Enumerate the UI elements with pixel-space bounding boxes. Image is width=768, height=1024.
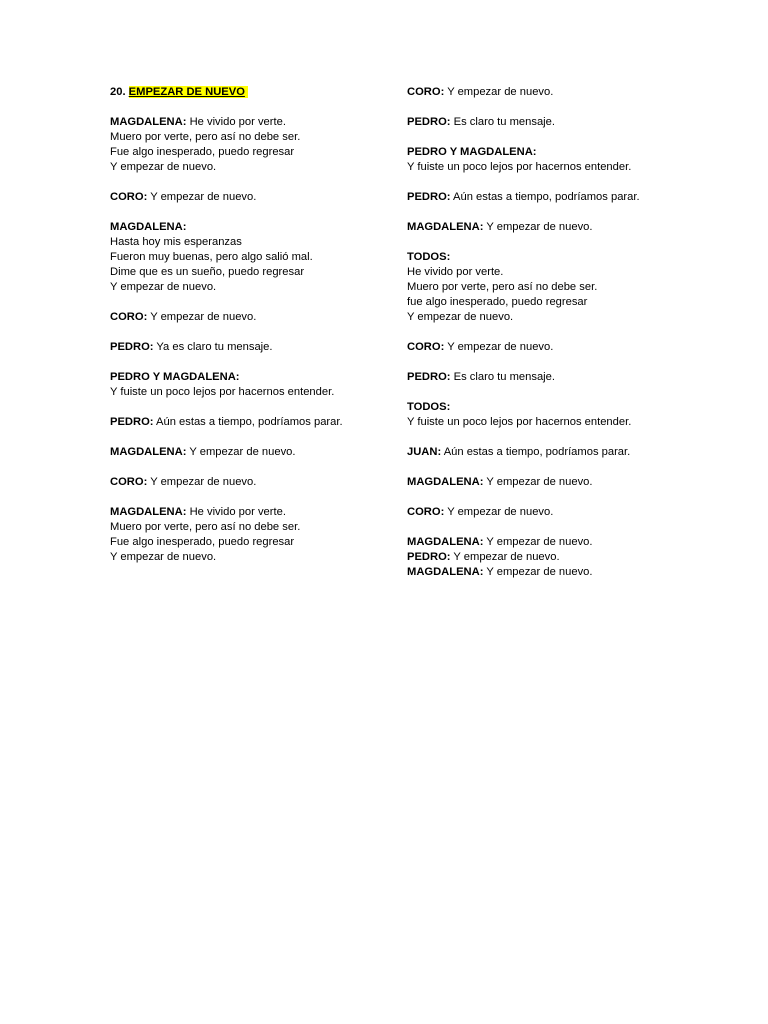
verse-block — [407, 190, 707, 205]
lyric-line — [110, 505, 410, 520]
lyric-text: Y empezar de nuevo. — [110, 161, 217, 173]
spacer — [407, 520, 707, 535]
lyric-text: Y empezar de nuevo. — [486, 476, 593, 488]
spacer — [110, 325, 410, 340]
left-verses — [110, 115, 410, 565]
verse-block — [407, 340, 707, 355]
lyric-line — [407, 190, 707, 205]
verse-block — [407, 535, 707, 550]
lyric-text: Aún estas a tiempo, podríamos parar. — [453, 191, 640, 203]
speaker-label: CORO: — [110, 311, 148, 323]
lyric-text: Y fuiste un poco lejos por hacernos entender. — [407, 416, 632, 428]
speaker-label: PEDRO: — [407, 116, 451, 128]
lyric-line — [407, 400, 707, 415]
lyric-line — [110, 190, 410, 205]
spacer — [110, 355, 410, 370]
lyric-line — [110, 520, 410, 535]
lyric-line — [110, 370, 410, 385]
verse-block — [407, 505, 707, 520]
speaker-label: MAGDALENA: — [407, 536, 484, 548]
verse-block — [407, 475, 707, 490]
lyric-text: Y empezar de nuevo. — [150, 191, 257, 203]
lyric-line — [110, 265, 410, 280]
lyric-text: Y empezar de nuevo. — [150, 476, 257, 488]
lyric-line — [407, 535, 707, 550]
spacer — [110, 175, 410, 190]
spacer — [110, 100, 410, 115]
speaker-label: MAGDALENA: — [407, 221, 484, 233]
lyric-text: Y empezar de nuevo. — [486, 221, 593, 233]
lyric-text: Es claro tu mensaje. — [453, 116, 555, 128]
lyrics-column-left — [110, 85, 410, 565]
lyric-text: Y fuiste un poco lejos por hacernos entender. — [110, 386, 335, 398]
right-verses — [407, 85, 707, 580]
lyric-line — [407, 475, 707, 490]
lyric-text: Y empezar de nuevo. — [447, 341, 554, 353]
lyric-line — [110, 160, 410, 175]
lyric-text: Y empezar de nuevo. — [150, 311, 257, 323]
song-title: EMPEZAR DE NUEVO — [129, 86, 248, 98]
speaker-label: CORO: — [407, 86, 445, 98]
lyric-text: Y empezar de nuevo. — [447, 506, 554, 518]
spacer — [407, 130, 707, 145]
speaker-label: CORO: — [407, 341, 445, 353]
spacer — [110, 295, 410, 310]
verse-block — [110, 115, 410, 175]
lyric-text: fue algo inesperado, puedo regresar — [407, 296, 588, 308]
lyric-text: Y empezar de nuevo. — [407, 311, 514, 323]
lyric-line — [407, 160, 707, 175]
verse-block — [407, 85, 707, 100]
speaker-label: TODOS: — [407, 401, 451, 413]
lyric-line — [110, 415, 410, 430]
verse-block — [407, 565, 707, 580]
speaker-label: PEDRO: — [110, 416, 154, 428]
speaker-label: MAGDALENA: — [110, 446, 187, 458]
spacer — [407, 490, 707, 505]
speaker-label: PEDRO: — [407, 371, 451, 383]
verse-block — [407, 445, 707, 460]
lyric-line — [407, 340, 707, 355]
speaker-label: PEDRO Y MAGDALENA: — [110, 371, 240, 383]
spacer — [407, 205, 707, 220]
spacer — [407, 235, 707, 250]
lyric-line — [110, 145, 410, 160]
spacer — [407, 430, 707, 445]
lyric-text: Fue algo inesperado, puedo regresar — [110, 146, 295, 158]
lyric-line — [407, 85, 707, 100]
lyric-text: He vivido por verte. — [189, 116, 286, 128]
lyric-line — [407, 565, 707, 580]
verse-block — [110, 415, 410, 430]
lyric-text: Aún estas a tiempo, podríamos parar. — [443, 446, 631, 458]
speaker-label: CORO: — [110, 476, 148, 488]
verse-block — [110, 475, 410, 490]
lyric-line — [407, 145, 707, 160]
song-title-row — [110, 85, 410, 100]
lyric-line — [110, 550, 410, 565]
lyric-line — [407, 250, 707, 265]
lyric-text: Y empezar de nuevo. — [453, 551, 560, 563]
lyric-line — [407, 505, 707, 520]
lyric-line — [110, 475, 410, 490]
speaker-label: MAGDALENA: — [110, 116, 187, 128]
verse-block — [110, 505, 410, 565]
lyric-text: Muero por verte, pero así no debe ser. — [110, 521, 301, 533]
verse-block — [407, 250, 707, 325]
verse-block — [110, 445, 410, 460]
lyric-text: Muero por verte, pero así no debe ser. — [407, 281, 598, 293]
lyrics-column-right — [407, 85, 707, 580]
lyric-text: Y empezar de nuevo. — [486, 536, 593, 548]
lyric-line — [110, 385, 410, 400]
speaker-label: PEDRO: — [407, 551, 451, 563]
lyric-line — [407, 370, 707, 385]
lyric-line — [110, 280, 410, 295]
lyric-line — [110, 445, 410, 460]
verse-block — [110, 220, 410, 295]
verse-block — [407, 220, 707, 235]
spacer — [407, 385, 707, 400]
lyric-text: Dime que es un sueño, puedo regresar — [110, 266, 305, 278]
lyric-text: Y empezar de nuevo. — [447, 86, 554, 98]
song-number: 20. — [110, 86, 126, 98]
lyric-text: Aún estas a tiempo, podríamos parar. — [156, 416, 343, 428]
verse-block — [110, 370, 410, 400]
lyric-line — [407, 310, 707, 325]
spacer — [407, 325, 707, 340]
lyric-line — [407, 265, 707, 280]
spacer — [407, 355, 707, 370]
speaker-label: PEDRO: — [110, 341, 154, 353]
lyric-text: He vivido por verte. — [189, 506, 286, 518]
lyric-line — [407, 445, 707, 460]
verse-block — [407, 115, 707, 130]
lyric-line — [407, 550, 707, 565]
verse-block — [407, 550, 707, 565]
lyric-line — [110, 235, 410, 250]
verse-block — [110, 310, 410, 325]
lyric-text: Hasta hoy mis esperanzas — [110, 236, 242, 248]
spacer — [110, 205, 410, 220]
lyric-text: He vivido por verte. — [407, 266, 504, 278]
lyric-text: Y empezar de nuevo. — [486, 566, 593, 578]
speaker-label: MAGDALENA: — [110, 221, 187, 233]
lyric-line — [110, 340, 410, 355]
speaker-label: MAGDALENA: — [407, 566, 484, 578]
verse-block — [407, 145, 707, 175]
speaker-label: JUAN: — [407, 446, 442, 458]
lyric-text: Y empezar de nuevo. — [110, 551, 217, 563]
lyric-line — [407, 220, 707, 235]
lyric-line — [407, 415, 707, 430]
lyric-line — [407, 295, 707, 310]
verse-block — [407, 370, 707, 385]
lyric-line — [110, 310, 410, 325]
lyric-text: Y empezar de nuevo. — [189, 446, 296, 458]
lyric-text: Muero por verte, pero así no debe ser. — [110, 131, 301, 143]
lyric-line — [110, 220, 410, 235]
verse-block — [407, 400, 707, 430]
lyric-line — [110, 130, 410, 145]
lyric-line — [407, 280, 707, 295]
lyric-text: Es claro tu mensaje. — [453, 371, 555, 383]
spacer — [110, 430, 410, 445]
lyric-text: Fue algo inesperado, puedo regresar — [110, 536, 295, 548]
spacer — [407, 100, 707, 115]
lyric-text: Y empezar de nuevo. — [110, 281, 217, 293]
lyric-text: Y fuiste un poco lejos por hacernos entender. — [407, 161, 632, 173]
lyric-line — [110, 115, 410, 130]
spacer — [407, 460, 707, 475]
speaker-label: PEDRO Y MAGDALENA: — [407, 146, 537, 158]
verse-block — [110, 190, 410, 205]
spacer — [110, 460, 410, 475]
speaker-label: PEDRO: — [407, 191, 451, 203]
speaker-label: MAGDALENA: — [407, 476, 484, 488]
speaker-label: CORO: — [407, 506, 445, 518]
lyric-line — [110, 250, 410, 265]
spacer — [110, 490, 410, 505]
verse-block — [110, 340, 410, 355]
lyric-line — [110, 535, 410, 550]
speaker-label: TODOS: — [407, 251, 451, 263]
lyric-line — [407, 115, 707, 130]
speaker-label: MAGDALENA: — [110, 506, 187, 518]
lyric-text: Ya es claro tu mensaje. — [156, 341, 273, 353]
lyric-text: Fueron muy buenas, pero algo salió mal. — [110, 251, 313, 263]
spacer — [110, 400, 410, 415]
spacer — [407, 175, 707, 190]
speaker-label: CORO: — [110, 191, 148, 203]
